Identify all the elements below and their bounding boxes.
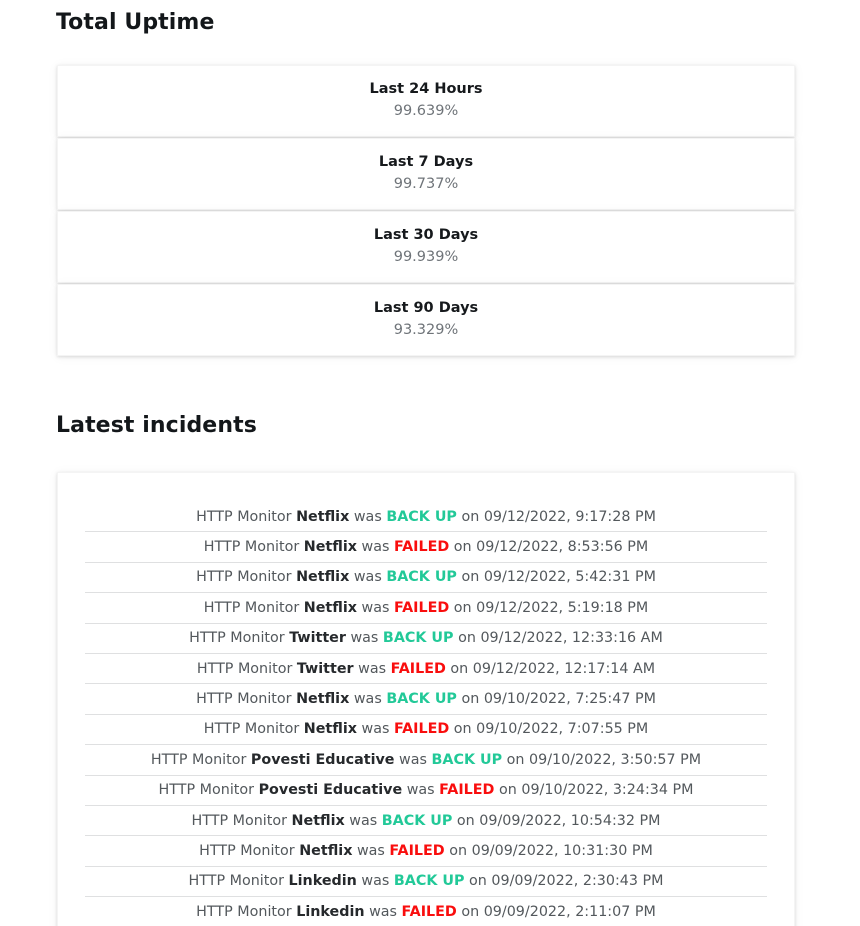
incident-monitor-name: Netflix [291, 812, 345, 829]
incident-verb: was [361, 721, 390, 738]
status-badge-failed: FAILED [439, 782, 495, 799]
incident-preposition: on [450, 660, 469, 677]
incident-prefix: HTTP Monitor [196, 569, 292, 586]
uptime-period-label: Last 7 Days [378, 154, 474, 171]
incident-preposition: on [449, 842, 468, 859]
incident-monitor-name: Linkedin [288, 873, 357, 890]
incident-timestamp: 09/12/2022, 5:42:31 PM [483, 569, 656, 586]
status-badge-back-up: BACK UP [382, 630, 454, 647]
incident-timestamp: 09/12/2022, 5:19:18 PM [476, 599, 649, 616]
incident-verb: was [406, 782, 435, 799]
status-badge-failed: FAILED [393, 599, 450, 616]
incidents-section-header [56, 413, 257, 438]
incident-preposition: on [498, 782, 517, 799]
incident-prefix: HTTP Monitor [196, 903, 292, 920]
incident-timestamp: 09/09/2022, 2:11:07 PM [483, 903, 656, 920]
incident-row [85, 624, 767, 654]
incident-preposition: on [461, 691, 480, 708]
incident-row [85, 563, 767, 593]
incident-verb: was [358, 660, 387, 677]
incident-verb: was [361, 599, 390, 616]
incident-preposition: on [469, 873, 487, 890]
incident-prefix: HTTP Monitor [158, 782, 255, 799]
incident-monitor-name: Netflix [303, 721, 357, 738]
incident-verb: was [349, 812, 378, 829]
uptime-card [57, 65, 795, 137]
incident-monitor-name: Netflix [303, 599, 357, 616]
incident-row [85, 654, 767, 684]
incident-row [85, 897, 767, 926]
uptime-card-stack [57, 65, 795, 356]
uptime-period-label: Last 24 Hours [369, 81, 483, 98]
uptime-percentage-value: 99.639% [393, 103, 459, 120]
incident-timestamp: 09/12/2022, 8:53:56 PM [476, 539, 649, 556]
incident-verb: was [353, 691, 382, 708]
uptime-period-label: Last 90 Days [373, 300, 479, 317]
incident-verb: was [356, 842, 385, 859]
status-badge-back-up: BACK UP [393, 873, 465, 890]
status-badge-back-up: BACK UP [386, 569, 457, 586]
incident-verb: was [399, 751, 427, 768]
incident-timestamp: 09/12/2022, 9:17:28 PM [483, 508, 656, 525]
incident-timestamp: 09/10/2022, 7:25:47 PM [483, 691, 656, 708]
incident-monitor-name: Linkedin [296, 903, 365, 920]
incident-prefix: HTTP Monitor [188, 873, 284, 890]
incident-monitor-name: Netflix [296, 569, 350, 586]
incident-row [85, 715, 767, 745]
incident-monitor-name: Netflix [303, 539, 357, 556]
incident-monitor-name: Twitter [296, 660, 354, 677]
incident-row [85, 806, 767, 836]
uptime-percentage-value: 93.329% [393, 322, 459, 339]
status-badge-back-up: BACK UP [386, 691, 457, 708]
incident-prefix: HTTP Monitor [191, 812, 287, 829]
incident-timestamp: 09/09/2022, 10:31:30 PM [471, 842, 653, 859]
incident-prefix: HTTP Monitor [203, 721, 300, 738]
incident-monitor-name: Netflix [296, 508, 350, 525]
uptime-period-label: Last 30 Days [373, 227, 479, 244]
incident-row [85, 836, 767, 866]
status-badge-failed: FAILED [390, 660, 446, 677]
incident-timestamp: 09/10/2022, 3:50:57 PM [529, 751, 702, 768]
status-badge-back-up: BACK UP [431, 751, 503, 768]
incident-verb: was [361, 539, 390, 556]
status-badge-back-up: BACK UP [386, 508, 457, 525]
uptime-card [57, 138, 795, 210]
incident-preposition: on [506, 751, 525, 768]
incident-timestamp: 09/09/2022, 10:54:32 PM [479, 812, 661, 829]
incident-row [85, 867, 767, 897]
incident-row [85, 502, 767, 532]
incident-preposition: on [461, 508, 480, 525]
status-badge-back-up: BACK UP [381, 812, 453, 829]
incident-row [85, 684, 767, 714]
incident-verb: was [353, 569, 382, 586]
incident-row [85, 532, 767, 562]
incident-row [85, 593, 767, 623]
incident-timestamp: 09/12/2022, 12:17:14 AM [472, 660, 656, 677]
incident-monitor-name: Twitter [289, 630, 346, 647]
incident-prefix: HTTP Monitor [203, 599, 300, 616]
incident-timestamp: 09/12/2022, 12:33:16 AM [480, 630, 663, 647]
incident-monitor-name: Povesti Educative [250, 751, 395, 768]
status-badge-failed: FAILED [393, 539, 450, 556]
status-badge-failed: FAILED [393, 721, 450, 738]
incident-verb: was [361, 873, 390, 890]
status-badge-failed: FAILED [401, 903, 457, 920]
uptime-card [57, 284, 795, 356]
status-badge-failed: FAILED [389, 842, 445, 859]
incident-prefix: HTTP Monitor [203, 539, 300, 556]
uptime-section-header [56, 10, 214, 35]
incident-preposition: on [453, 599, 472, 616]
incident-verb: was [369, 903, 397, 920]
incident-preposition: on [461, 903, 480, 920]
uptime-card [57, 211, 795, 283]
incident-preposition: on [458, 630, 476, 647]
incident-preposition: on [456, 812, 475, 829]
incident-prefix: HTTP Monitor [189, 630, 285, 647]
incident-monitor-name: Povesti Educative [258, 782, 403, 799]
incident-verb: was [350, 630, 379, 647]
incident-preposition: on [453, 721, 472, 738]
incident-preposition: on [461, 569, 480, 586]
incident-timestamp: 09/09/2022, 2:30:43 PM [491, 873, 664, 890]
uptime-percentage-value: 99.939% [393, 249, 459, 266]
incident-prefix: HTTP Monitor [150, 751, 247, 768]
latest-incidents-card [57, 472, 795, 926]
incident-prefix: HTTP Monitor [199, 842, 295, 859]
incident-prefix: HTTP Monitor [196, 660, 293, 677]
incident-verb: was [353, 508, 382, 525]
incident-timestamp: 09/10/2022, 3:24:34 PM [521, 782, 694, 799]
incident-preposition: on [453, 539, 472, 556]
uptime-percentage-value: 99.737% [393, 176, 459, 193]
incident-prefix: HTTP Monitor [196, 508, 292, 525]
incident-prefix: HTTP Monitor [196, 691, 292, 708]
incident-row [85, 745, 767, 775]
page-title-total-uptime: Total Uptime [56, 10, 215, 35]
incident-row [85, 776, 767, 806]
incident-timestamp: 09/10/2022, 7:07:55 PM [476, 721, 649, 738]
page-title-latest-incidents: Latest incidents [56, 413, 257, 438]
incident-monitor-name: Netflix [299, 842, 353, 859]
incident-monitor-name: Netflix [296, 691, 350, 708]
